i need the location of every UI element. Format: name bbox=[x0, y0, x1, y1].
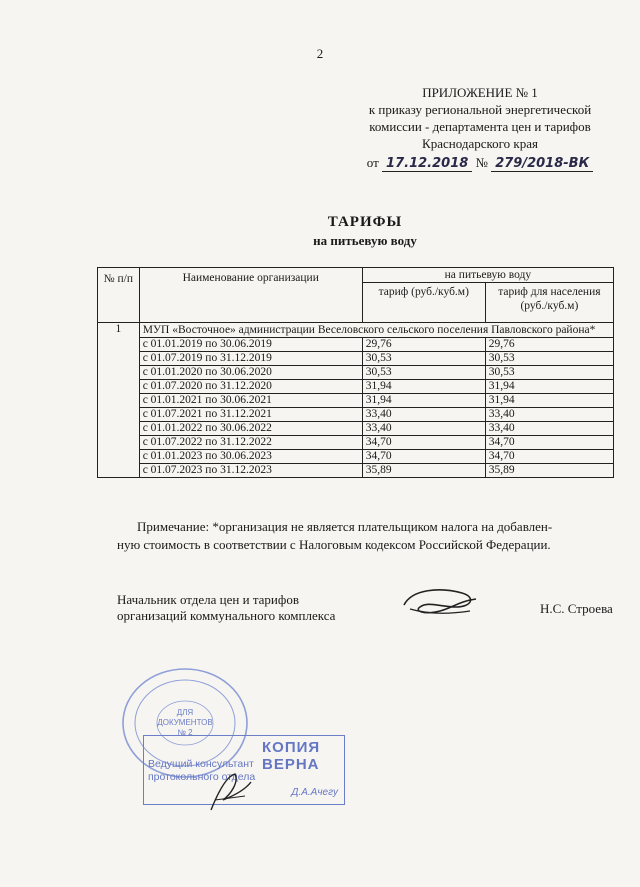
tariff-population-cell: 31,94 bbox=[485, 380, 613, 394]
table-row bbox=[98, 450, 614, 464]
period-cell: с 01.07.2021 по 31.12.2021 bbox=[139, 408, 362, 422]
tariff-population-cell: 35,89 bbox=[485, 464, 613, 478]
tariff-cell: 29,76 bbox=[362, 338, 485, 352]
header-tariff-population: тариф для населения (руб./куб.м) bbox=[485, 283, 613, 323]
table-row bbox=[98, 338, 614, 352]
tariff-population-cell: 31,94 bbox=[485, 394, 613, 408]
appendix-line: к приказу региональной энергетической bbox=[368, 102, 592, 117]
appendix-block bbox=[330, 84, 630, 172]
period-cell: с 01.01.2020 по 30.06.2020 bbox=[139, 366, 362, 380]
period-cell: с 01.07.2022 по 31.12.2022 bbox=[139, 436, 362, 450]
handwritten-order-number: 279/2018-ВК bbox=[491, 156, 593, 172]
tariff-population-cell: 34,70 bbox=[485, 436, 613, 450]
appendix-line: комиссии - департамента цен и тарифов bbox=[369, 119, 591, 134]
seal-text: ДОКУМЕНТОВ bbox=[157, 718, 213, 727]
period-cell: с 01.07.2020 по 31.12.2020 bbox=[139, 380, 362, 394]
tariff-population-cell: 29,76 bbox=[485, 338, 613, 352]
tariff-cell: 30,53 bbox=[362, 366, 485, 380]
note-line: ную стоимость в соответствии с Налоговым кодексом Российской Федерации. bbox=[117, 537, 551, 552]
signer-position-line: Начальник отдела цен и тарифов bbox=[117, 592, 299, 607]
note bbox=[117, 518, 614, 554]
org-row bbox=[98, 323, 614, 338]
period-cell: с 01.01.2023 по 30.06.2023 bbox=[139, 450, 362, 464]
date-prefix: от bbox=[366, 155, 379, 170]
tariff-population-cell: 33,40 bbox=[485, 422, 613, 436]
signer-name: Н.С. Строева bbox=[540, 601, 613, 616]
tariff-cell: 33,40 bbox=[362, 422, 485, 436]
copy-stamp-line: Ведущий консультант bbox=[148, 758, 254, 770]
table-row bbox=[98, 422, 614, 436]
table-header-row bbox=[98, 268, 614, 283]
seal-text: ДЛЯ bbox=[176, 708, 194, 717]
org-name: МУП «Восточное» администрации Веселовского сельского поселения Павловского района* bbox=[139, 323, 613, 338]
tariff-cell: 33,40 bbox=[362, 408, 485, 422]
order-date-row bbox=[330, 154, 630, 172]
table-row bbox=[98, 366, 614, 380]
seal-text: № 2 bbox=[177, 728, 193, 737]
copy-stamp-label: КОПИЯ ВЕРНА bbox=[262, 739, 321, 773]
tariff-population-cell: 34,70 bbox=[485, 450, 613, 464]
stamp-signature bbox=[205, 770, 255, 814]
period-cell: с 01.07.2019 по 31.12.2019 bbox=[139, 352, 362, 366]
appendix-line: Краснодарского края bbox=[422, 136, 538, 151]
appendix-title: ПРИЛОЖЕНИЕ № 1 bbox=[422, 85, 538, 100]
page-number: 2 bbox=[316, 46, 324, 61]
header-drinking-water: на питьевую воду bbox=[362, 268, 613, 283]
period-cell: с 01.07.2023 по 31.12.2023 bbox=[139, 464, 362, 478]
header-tariff: тариф (руб./куб.м) bbox=[362, 283, 485, 323]
signature-mark bbox=[400, 585, 480, 619]
document-subtitle: на питьевую воду bbox=[313, 233, 417, 248]
period-cell: с 01.01.2021 по 30.06.2021 bbox=[139, 394, 362, 408]
header-organization: Наименование организации bbox=[139, 268, 362, 323]
document-title: ТАРИФЫ bbox=[327, 214, 403, 230]
handwritten-date: 17.12.2018 bbox=[382, 156, 472, 172]
copy-stamp-name: Д.А.Ачегу bbox=[291, 787, 338, 798]
tariff-population-cell: 30,53 bbox=[485, 352, 613, 366]
tariff-cell: 31,94 bbox=[362, 380, 485, 394]
table-row bbox=[98, 380, 614, 394]
table-row bbox=[98, 394, 614, 408]
tariff-cell: 35,89 bbox=[362, 464, 485, 478]
table-row bbox=[98, 352, 614, 366]
tariff-population-cell: 33,40 bbox=[485, 408, 613, 422]
note-line: Примечание: *организация не является плательщиком налога на добавлен- bbox=[137, 519, 553, 534]
signer-position bbox=[117, 592, 335, 624]
period-cell: с 01.01.2022 по 30.06.2022 bbox=[139, 422, 362, 436]
tariff-cell: 31,94 bbox=[362, 394, 485, 408]
period-cell: с 01.01.2019 по 30.06.2019 bbox=[139, 338, 362, 352]
tariff-cell: 34,70 bbox=[362, 436, 485, 450]
tariff-cell: 34,70 bbox=[362, 450, 485, 464]
org-number: 1 bbox=[98, 323, 140, 478]
table-row bbox=[98, 464, 614, 478]
tariff-cell: 30,53 bbox=[362, 352, 485, 366]
copy-stamp-line: протокольного отдела bbox=[148, 771, 256, 783]
signer-position-line: организаций коммунального комплекса bbox=[117, 608, 336, 623]
header-number: № п/п bbox=[98, 268, 140, 323]
table-row bbox=[98, 436, 614, 450]
tariff-population-cell: 30,53 bbox=[485, 366, 613, 380]
tariff-table bbox=[97, 267, 614, 478]
number-prefix: № bbox=[475, 155, 488, 170]
table-row bbox=[98, 408, 614, 422]
